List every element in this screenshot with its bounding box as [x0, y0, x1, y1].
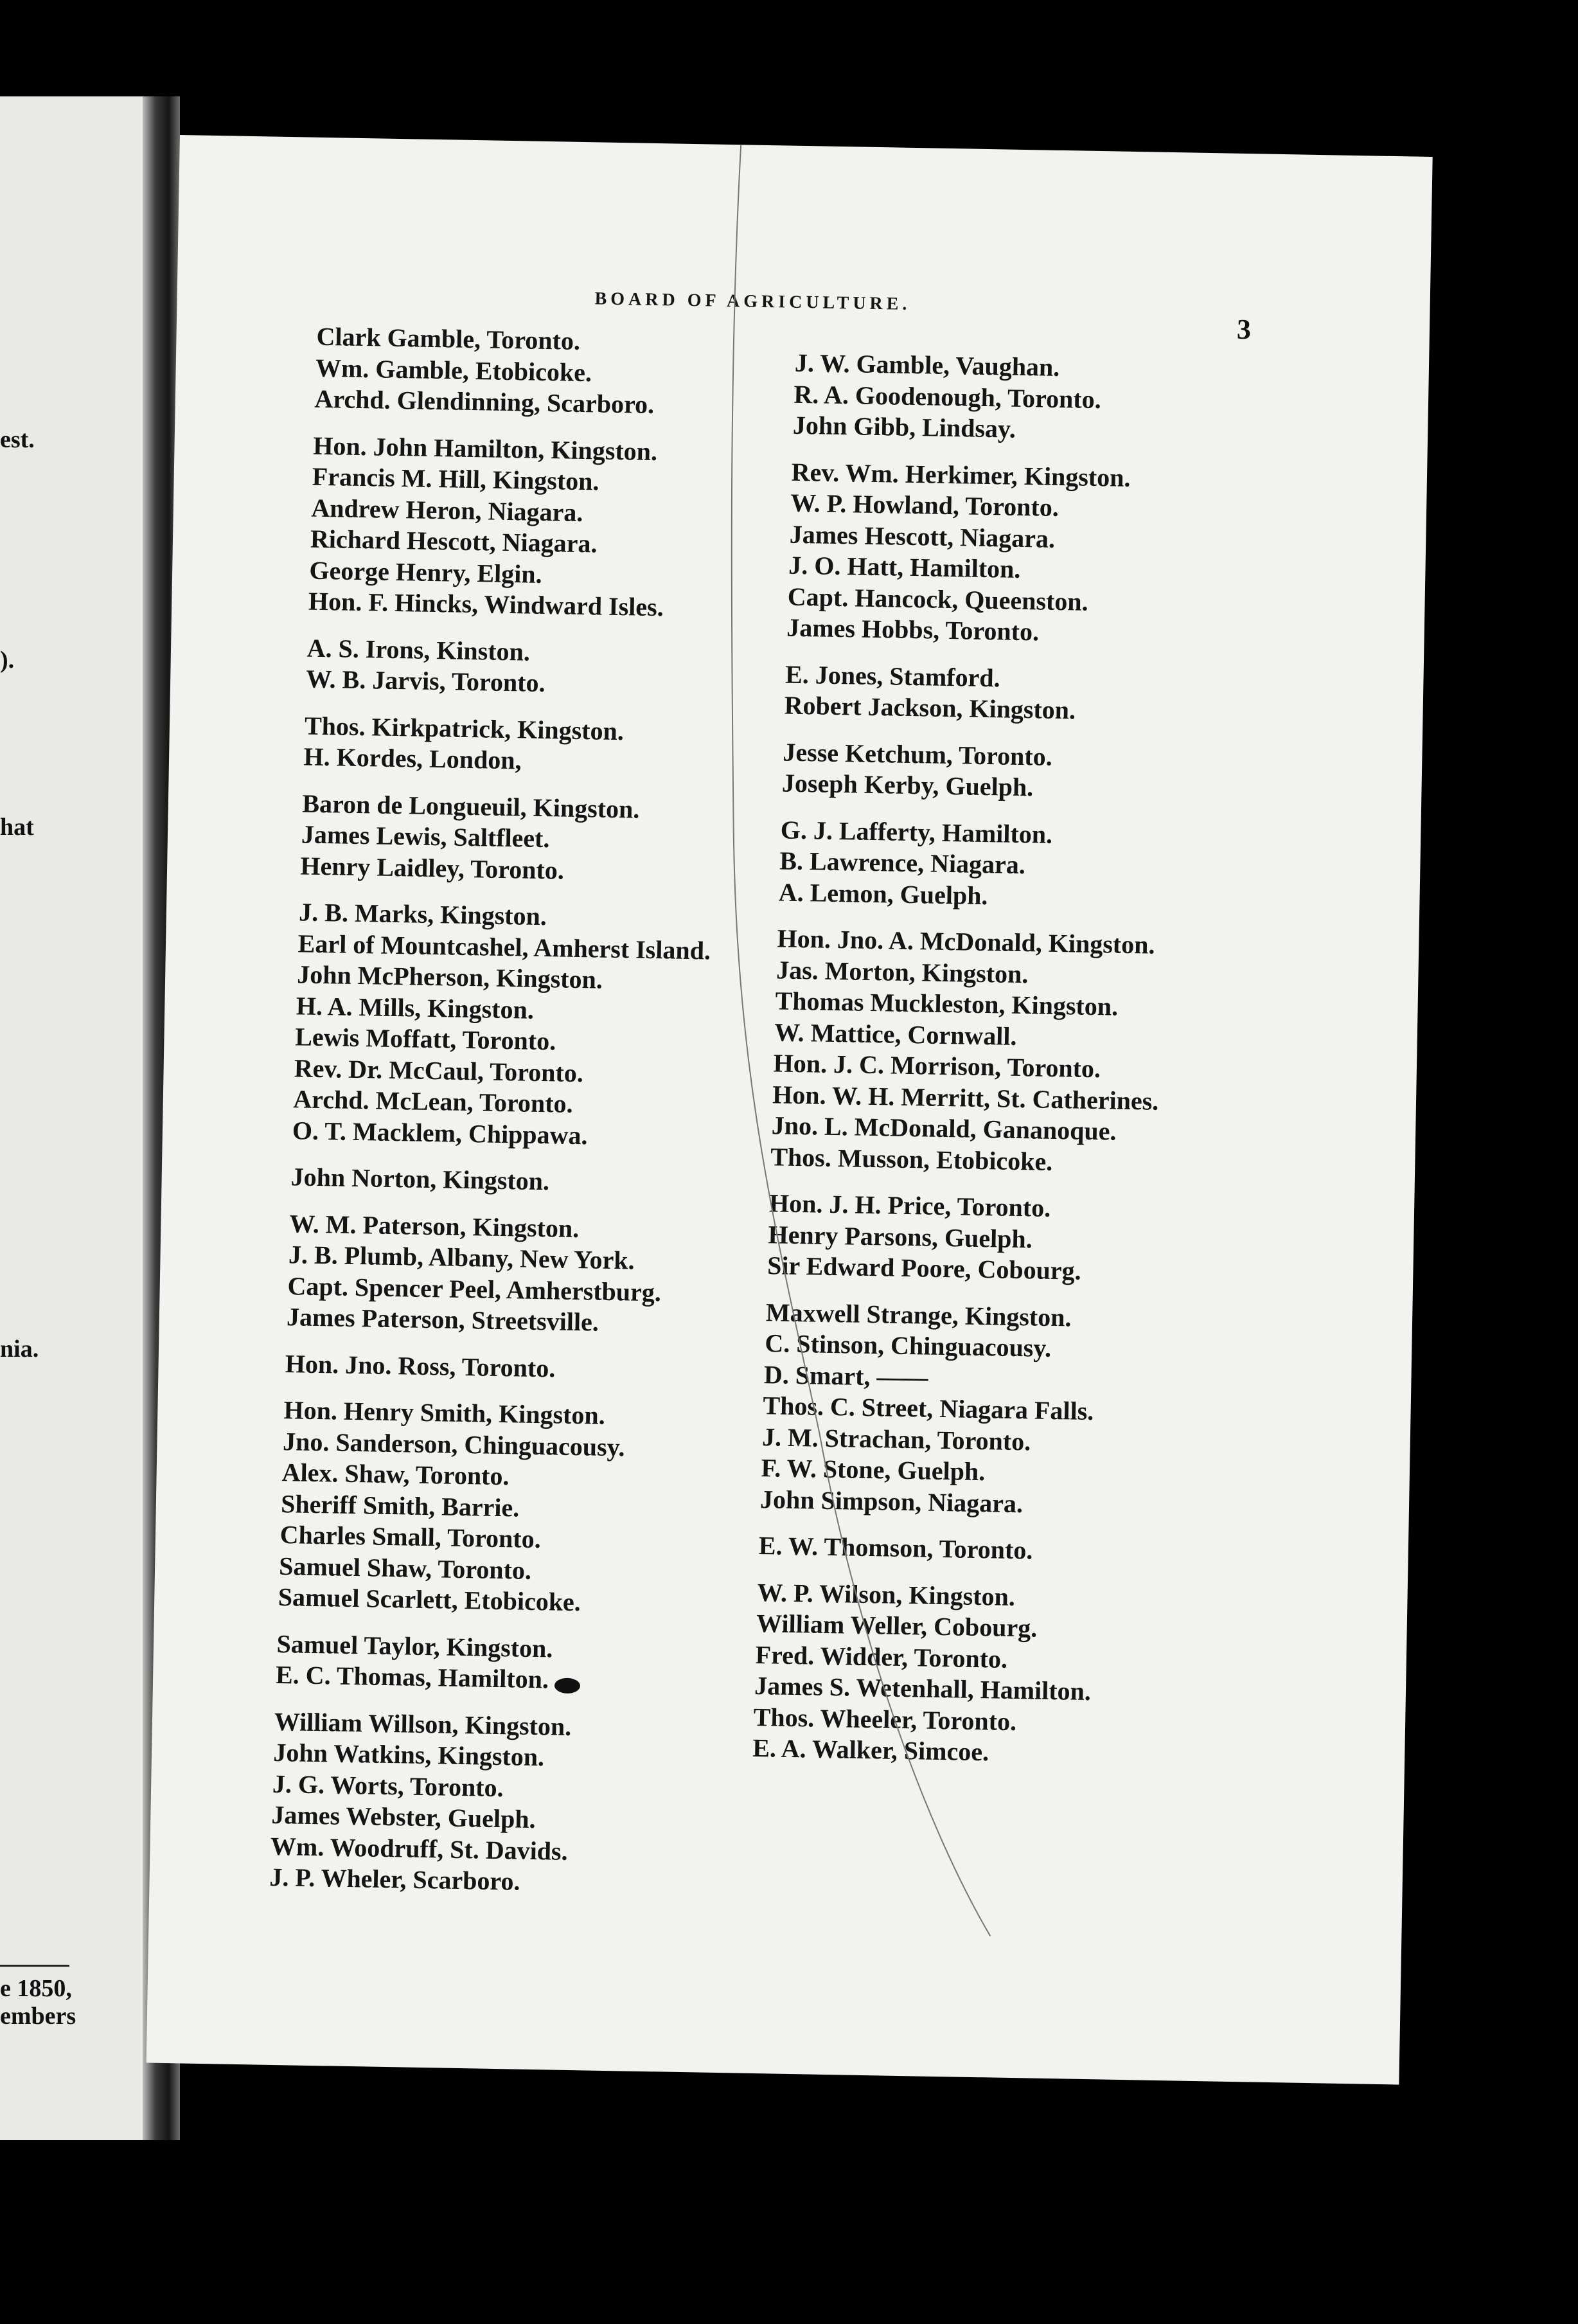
previous-page-fragment: ). — [0, 647, 15, 674]
member-name: Hon. Jno. A. McDonald, Kingston. — [777, 924, 1155, 960]
member-name: W. P. Howland, Toronto. — [790, 488, 1059, 522]
member-name: E. C. Thomas, Hamilton. — [275, 1659, 549, 1694]
previous-page-fragment: nia. — [0, 1336, 39, 1363]
member-name: John McPherson, Kingston. — [296, 960, 603, 994]
member-name: Lewis Moffatt, Toronto. — [294, 1022, 556, 1056]
member-name: Thos. Wheeler, Toronto. — [753, 1702, 1017, 1736]
member-name: J. G. Worts, Toronto. — [272, 1769, 504, 1802]
member-name: Francis M. Hill, Kingston. — [312, 461, 599, 496]
member-name: Henry Parsons, Guelph. — [768, 1219, 1033, 1253]
member-name: Samuel Shaw, Toronto. — [278, 1551, 532, 1585]
member-name: George Henry, Elgin. — [309, 555, 543, 589]
member-name: Thomas Muckleston, Kingston. — [775, 986, 1119, 1021]
member-name: Archd. Glendinning, Scarboro. — [314, 384, 655, 419]
member-name: B. Lawrence, Niagara. — [779, 846, 1026, 880]
member-name: John Simpson, Niagara. — [759, 1484, 1024, 1518]
member-name: Capt. Hancock, Queenston. — [787, 582, 1089, 616]
member-name: Hon. John Hamilton, Kingston. — [312, 431, 658, 466]
member-name: Thos. Musson, Etobicoke. — [770, 1141, 1053, 1176]
member-name: Jesse Ketchum, Toronto. — [783, 737, 1053, 771]
member-name: Hon. J. H. Price, Toronto. — [768, 1188, 1051, 1222]
member-name: Baron de Longueuil, Kingston. — [302, 788, 640, 824]
member-name: Hon. Jno. Ross, Toronto. — [285, 1348, 556, 1382]
member-name: Hon. J. C. Morrison, Toronto. — [773, 1048, 1101, 1084]
member-name: William Weller, Cobourg. — [756, 1609, 1038, 1643]
member-name: G. J. Lafferty, Hamilton. — [780, 814, 1053, 849]
member-name: E. A. Walker, Simcoe. — [752, 1733, 989, 1767]
member-name: Thos. Kirkpatrick, Kingston. — [304, 711, 625, 746]
previous-page-fragment: hat — [0, 814, 34, 841]
member-name: Robert Jackson, Kingston. — [784, 690, 1076, 725]
previous-page-fragment: e 1850, — [0, 1975, 72, 2002]
previous-page-fragment: embers — [0, 2003, 76, 2030]
member-name: Samuel Scarlett, Etobicoke. — [278, 1582, 581, 1617]
member-name: Thos. C. Street, Niagara Falls. — [763, 1391, 1094, 1426]
member-name: W. Mattice, Cornwall. — [774, 1017, 1017, 1051]
member-name: Jno. Sanderson, Chinguacousy. — [282, 1426, 625, 1461]
member-name: Archd. McLean, Toronto. — [293, 1084, 573, 1118]
member-name: John Norton, Kingston. — [290, 1162, 550, 1196]
member-name: Sheriff Smith, Barrie. — [280, 1488, 520, 1523]
previous-page-rule — [0, 1965, 69, 1967]
member-name: Capt. Spencer Peel, Amherstburg. — [287, 1271, 662, 1307]
member-name: W. P. Wilson, Kingston. — [757, 1577, 1016, 1611]
member-name: Clark Gamble, Toronto. — [316, 321, 581, 355]
member-name: J. W. Gamble, Vaughan. — [794, 348, 1060, 382]
member-name: Rev. Wm. Herkimer, Kingston. — [791, 457, 1131, 492]
member-name: James Lewis, Saltfleet. — [301, 819, 550, 854]
member-name: Fred. Widder, Toronto. — [755, 1640, 1008, 1674]
member-name: Samuel Taylor, Kingston. — [276, 1629, 553, 1663]
member-name: Alex. Shaw, Toronto. — [281, 1458, 510, 1491]
member-name: Rev. Dr. McCaul, Toronto. — [294, 1053, 584, 1087]
member-name: O. T. Macklem, Chippawa. — [292, 1115, 588, 1150]
member-name: James Hobbs, Toronto. — [786, 612, 1040, 647]
member-name: Sir Edward Poore, Cobourg. — [767, 1251, 1082, 1285]
member-name: John Watkins, Kingston. — [273, 1737, 545, 1772]
member-name: J. B. Plumb, Albany, New York. — [288, 1240, 635, 1275]
member-name: J. M. Strachan, Toronto. — [761, 1422, 1031, 1456]
member-name: A. Lemon, Guelph. — [778, 877, 988, 910]
previous-page-fragment: est. — [0, 426, 35, 453]
member-name: Wm. Gamble, Etobicoke. — [315, 353, 592, 387]
member-name: Richard Hescott, Niagara. — [310, 524, 598, 559]
book-page — [146, 135, 1433, 2085]
member-name: Henry Laidley, Toronto. — [300, 850, 565, 885]
ink-blot-mark — [554, 1678, 580, 1694]
running-head: BOARD OF AGRICULTURE. — [594, 289, 911, 314]
member-name: J. O. Hatt, Hamilton. — [788, 550, 1021, 584]
member-name: Earl of Mountcashel, Amherst Island. — [297, 928, 711, 965]
member-name: W. M. Paterson, Kingston. — [289, 1208, 580, 1243]
member-name: Jno. L. McDonald, Gananoque. — [771, 1111, 1117, 1146]
member-name: W. B. Jarvis, Toronto. — [305, 664, 545, 698]
member-name: James S. Wetenhall, Hamilton. — [754, 1670, 1092, 1706]
member-name: Hon. F. Hincks, Windward Isles. — [308, 586, 664, 622]
member-name: Jas. Morton, Kingston. — [776, 954, 1029, 988]
member-name: Maxwell Strange, Kingston. — [765, 1297, 1072, 1332]
member-name: E. Jones, Stamford. — [785, 659, 1000, 692]
member-name: James Paterson, Streetsville. — [286, 1302, 599, 1337]
member-name: H. Kordes, London, — [303, 742, 522, 775]
member-name: E. W. Thomson, Toronto. — [758, 1531, 1033, 1565]
member-name: C. Stinson, Chinguacousy. — [765, 1328, 1052, 1363]
member-name: J. B. Marks, Kingston. — [298, 897, 547, 931]
member-name: Hon. W. H. Merritt, St. Catherines. — [772, 1079, 1159, 1116]
member-name: H. A. Mills, Kingston. — [296, 990, 535, 1024]
member-name: Hon. Henry Smith, Kingston. — [283, 1395, 606, 1430]
member-name: John Gibb, Lindsay. — [792, 410, 1016, 443]
member-name: R. A. Goodenough, Toronto. — [793, 379, 1102, 414]
member-name: James Hescott, Niagara. — [789, 519, 1056, 553]
page-number: 3 — [1236, 313, 1252, 346]
member-name: Wm. Woodruff, St. Davids. — [270, 1831, 568, 1866]
previous-page-edge — [0, 96, 161, 2140]
member-name: Charles Small, Toronto. — [279, 1520, 542, 1554]
member-name: D. Smart, —— — [763, 1359, 928, 1392]
member-name: James Webster, Guelph. — [271, 1800, 536, 1834]
member-name: F. W. Stone, Guelph. — [761, 1453, 986, 1487]
member-name: A. S. Irons, Kinston. — [306, 633, 531, 666]
member-name: J. P. Wheler, Scarboro. — [269, 1862, 520, 1896]
member-name: Joseph Kerby, Guelph. — [781, 768, 1034, 802]
member-name: William Willson, Kingston. — [274, 1706, 572, 1741]
member-name: Andrew Heron, Niagara. — [311, 493, 583, 527]
